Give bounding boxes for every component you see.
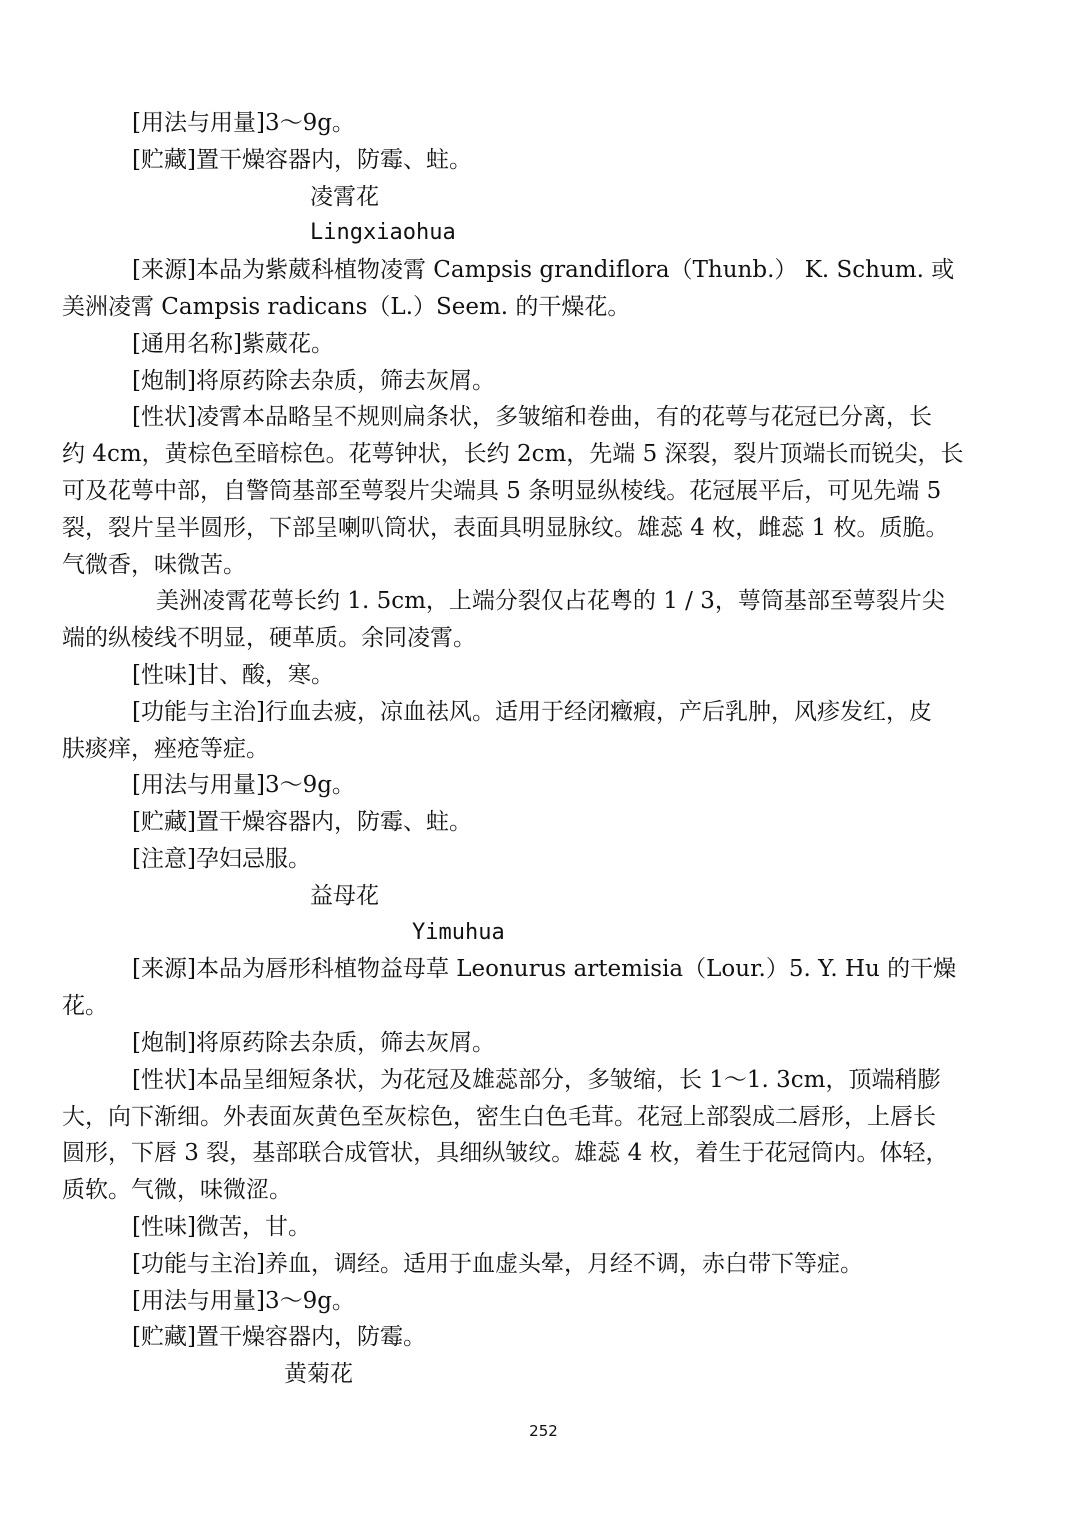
caution-line: [注意]孕妇忌服。 bbox=[132, 845, 311, 872]
property-flavor-line-2: [性味]微苦，甘。 bbox=[132, 1213, 311, 1240]
storage-line-3: [贮藏]置干燥容器内，防霉。 bbox=[132, 1324, 426, 1351]
function-indication-line: [功能与主治]行血去疲，凉血祛风。适用于经闭癥瘕，产后乳肿，风疹发红，皮 bbox=[132, 698, 932, 725]
variant-description-line: 美洲凌霄花萼长约 1. 5cm，上端分裂仅占花粤的 1 / 3，萼筒基部至萼裂片尖 bbox=[156, 588, 945, 615]
description-line-b4: 质软。气微，味微涩。 bbox=[62, 1177, 292, 1204]
entry-pinyin-lingxiaohua: Lingxiaohua bbox=[310, 220, 456, 246]
description-line-b3: 圆形，下唇 3 裂，基部联合成管状，具细纵皱纹。雄蕊 4 枚，着生于花冠筒内。体轻， bbox=[62, 1140, 949, 1167]
function-indication-line-b: [功能与主治]养血，调经。适用于血虚头晕，月经不调，赤白带下等症。 bbox=[132, 1250, 863, 1277]
source-line: [来源]本品为紫葳科植物凌霄 Campsis grandiflora（Thunb.） K. Schum. 或 bbox=[132, 257, 955, 284]
storage-line-2: [贮藏]置干燥容器内，防霉、蛀。 bbox=[132, 809, 472, 836]
property-flavor-line: [性味]甘、酸，寒。 bbox=[132, 661, 334, 688]
description-line-2: 约 4cm，黄棕色至暗棕色。花萼钟状，长约 2cm，先端 5 深裂，裂片顶端长而锐尖，长 bbox=[62, 441, 964, 468]
page-body bbox=[62, 105, 1026, 1393]
description-line-b2: 大，向下渐细。外表面灰黄色至灰棕色，密生白色毛茸。花冠上部裂成二唇形，上唇长 bbox=[62, 1103, 936, 1130]
description-line-b1: [性状]本品呈细短条状，为花冠及雄蕊部分，多皱缩，长 1～1. 3cm，顶端稍膨 bbox=[132, 1066, 941, 1093]
description-line-5: 气微香，味微苦。 bbox=[62, 551, 246, 578]
source-line-2-continued: 花。 bbox=[62, 993, 108, 1020]
description-line-4: 裂，裂片呈半圆形，下部呈喇叭筒状，表面具明显脉纹。雄蕊 4 枚，雌蕊 1 枚。质脆。 bbox=[62, 514, 949, 541]
source-line-2: [来源]本品为唇形科植物益母草 Leonurus artemisia（Lour.）5. Y. Hu 的干燥 bbox=[132, 956, 957, 983]
storage-line: [贮藏]置干燥容器内，防霉、蛀。 bbox=[132, 146, 472, 173]
common-name-line: [通用名称]紫葳花。 bbox=[132, 330, 334, 357]
entry-title-lingxiaohua: 凌霄花 bbox=[310, 183, 379, 210]
page-number: 252 bbox=[529, 1422, 558, 1440]
usage-dosage-line: [用法与用量]3～9g。 bbox=[132, 110, 355, 136]
usage-dosage-line-2: [用法与用量]3～9g。 bbox=[132, 772, 355, 799]
entry-title-huangjuhua: 黄菊花 bbox=[284, 1361, 353, 1388]
usage-dosage-line-3: [用法与用量]3～9g。 bbox=[132, 1287, 355, 1314]
variant-description-line-2: 端的纵棱线不明显，硬革质。余同凌霄。 bbox=[62, 625, 476, 652]
processing-line: [炮制]将原药除去杂质，筛去灰屑。 bbox=[132, 367, 495, 394]
description-line-3: 可及花萼中部，自警筒基部至萼裂片尖端具 5 条明显纵棱线。花冠展平后，可见先端 5 bbox=[62, 477, 942, 504]
processing-line-2: [炮制]将原药除去杂质，筛去灰屑。 bbox=[132, 1029, 495, 1056]
entry-pinyin-yimuhua: Yimuhua bbox=[412, 919, 505, 945]
function-indication-line-2: 肤痰痒，痤疮等症。 bbox=[62, 735, 269, 762]
source-line-continued: 美洲凌霄 Campsis radicans（L.）Seem. 的干燥花。 bbox=[62, 293, 631, 320]
description-line: [性状]凌霄本品略呈不规则扁条状，多皱缩和卷曲，有的花萼与花冠已分离，长 bbox=[132, 404, 932, 431]
entry-title-yimuhua: 益母花 bbox=[310, 882, 379, 909]
